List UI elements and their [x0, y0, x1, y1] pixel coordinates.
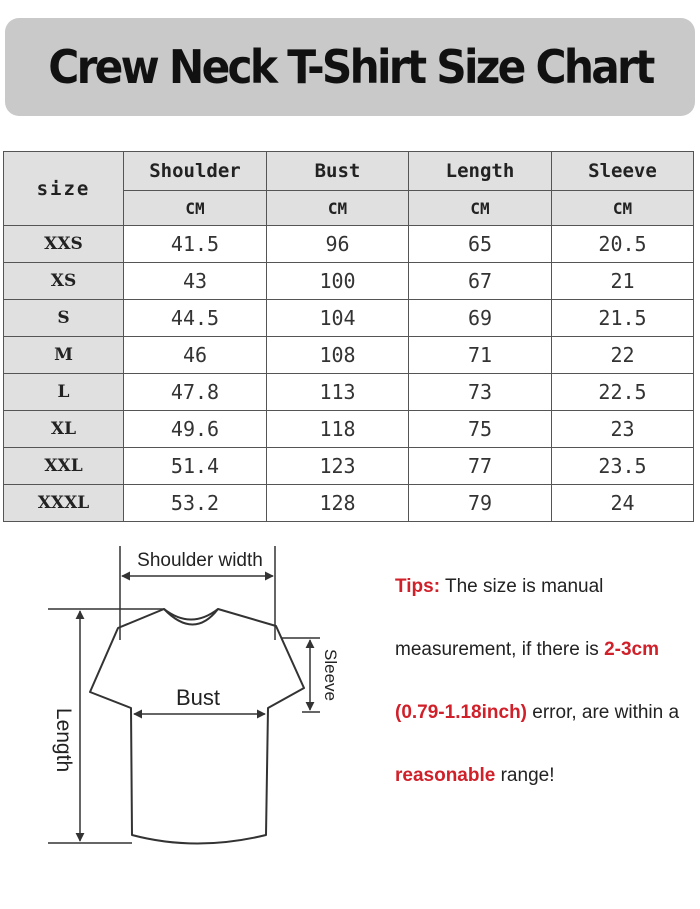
bust-value: 96 — [267, 226, 409, 263]
unit-label: CM — [409, 191, 552, 226]
tips-label: Tips: — [395, 576, 441, 597]
shoulder-value: 46 — [124, 337, 267, 374]
table-row — [4, 485, 694, 522]
column-header-sleeve: Sleeve — [552, 152, 694, 191]
tshirt-measurement-diagram — [30, 540, 360, 880]
bust-value: 123 — [267, 448, 409, 485]
tips-text: The size is manual measurement, if there is — [395, 576, 605, 660]
shoulder-value: 49.6 — [124, 411, 267, 448]
shoulder-value: 53.2 — [124, 485, 267, 522]
size-cell: XS — [4, 263, 124, 300]
size-cell: S — [4, 300, 124, 337]
sleeve-value: 22.5 — [552, 374, 694, 411]
table-row — [4, 263, 694, 300]
column-header-length: Length — [409, 152, 552, 191]
tips-text: error, are within a — [527, 702, 680, 723]
shoulder-value: 43 — [124, 263, 267, 300]
shoulder-value: 47.8 — [124, 374, 267, 411]
bust-value: 100 — [267, 263, 409, 300]
tips-error-range: 2-3cm (0.79-1.18inch) — [395, 639, 660, 723]
bust-value: 118 — [267, 411, 409, 448]
sleeve-value: 24 — [552, 485, 694, 522]
size-cell: XXL — [4, 448, 124, 485]
sleeve-value: 20.5 — [552, 226, 694, 263]
size-chart-table — [3, 151, 694, 522]
size-cell: XL — [4, 411, 124, 448]
tips-reasonable: reasonable — [395, 765, 496, 786]
bust-value: 113 — [267, 374, 409, 411]
table-row — [4, 411, 694, 448]
length-value: 79 — [409, 485, 552, 522]
sleeve-value: 22 — [552, 337, 694, 374]
length-label: Length — [52, 707, 75, 773]
shoulder-value: 51.4 — [124, 448, 267, 485]
bust-label: Bust — [175, 685, 221, 710]
size-cell: M — [4, 337, 124, 374]
table-row — [4, 374, 694, 411]
table-row — [4, 337, 694, 374]
title-banner — [5, 18, 695, 116]
shoulder-value: 41.5 — [124, 226, 267, 263]
bust-value: 128 — [267, 485, 409, 522]
bust-value: 104 — [267, 300, 409, 337]
size-cell: XXS — [4, 226, 124, 263]
shoulder-width-label: Shoulder width — [137, 550, 263, 571]
length-value: 73 — [409, 374, 552, 411]
bust-value: 108 — [267, 337, 409, 374]
size-cell: L — [4, 374, 124, 411]
size-header: size — [4, 152, 124, 226]
tshirt-outline — [90, 609, 304, 844]
length-value: 69 — [409, 300, 552, 337]
length-value: 71 — [409, 337, 552, 374]
tips-paragraph — [395, 555, 695, 807]
sleeve-value: 21.5 — [552, 300, 694, 337]
page-title: Crew Neck T-Shirt Size Chart — [47, 40, 653, 94]
size-cell: XXXL — [4, 485, 124, 522]
shoulder-value: 44.5 — [124, 300, 267, 337]
table-row — [4, 448, 694, 485]
table-row — [4, 300, 694, 337]
unit-label: CM — [267, 191, 409, 226]
sleeve-value: 23.5 — [552, 448, 694, 485]
table-row — [4, 226, 694, 263]
sleeve-value: 23 — [552, 411, 694, 448]
length-value: 67 — [409, 263, 552, 300]
length-value: 65 — [409, 226, 552, 263]
unit-label: CM — [124, 191, 267, 226]
sleeve-label: Sleeve — [321, 649, 340, 701]
sleeve-value: 21 — [552, 263, 694, 300]
length-value: 77 — [409, 448, 552, 485]
tips-text: range! — [495, 765, 555, 786]
length-value: 75 — [409, 411, 552, 448]
unit-label: CM — [552, 191, 694, 226]
column-header-shoulder: Shoulder — [124, 152, 267, 191]
column-header-bust: Bust — [267, 152, 409, 191]
